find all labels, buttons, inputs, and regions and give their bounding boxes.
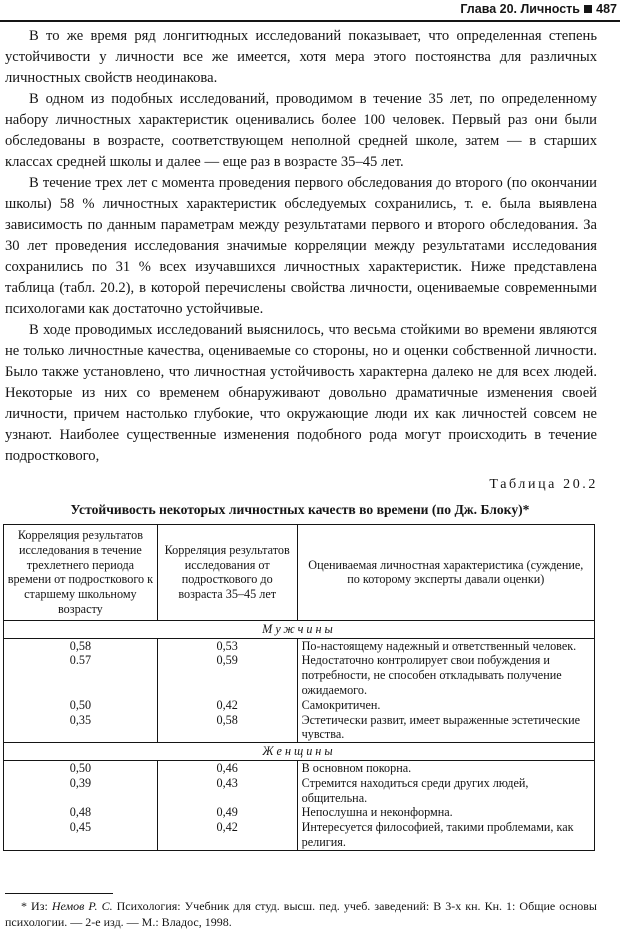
paragraph: В то же время ряд лонгитюдных исследований показывает, что определенная степень устойчивости у личности все же имеется, хотя мера этого постоянства для различных личностных свойств неодинакова. bbox=[5, 28, 597, 86]
trait-description: Непослушна и неконформна. bbox=[297, 805, 594, 820]
footnote-text: Психология: Учебник для студ. высш. пед. учеб. заведений: В 3-х кн. Кн. 1: Общие основы психологии. — 2-е изд. — М.: Владос, 1998. bbox=[5, 899, 597, 929]
table-label: Таблица 20.2 bbox=[489, 477, 598, 492]
table-row bbox=[4, 760, 595, 775]
paragraph: В течение трех лет с момента проведения первого обследования до второго (по окончании школы) 58 % личностных характеристик обследуемых сохранились, т. е. была выявлена зависимость по данным параметрам между результатами первого и второго обследования. За 30 лет проведения исследования значимые корреляции между результатами исследования сохранились по 31 % всех изучавшихся личностных характеристик. Ниже представлена таблица (табл. 20.2), в которой перечислены свойства личности, оцениваемые современными психологами как достаточно устойчивые. bbox=[5, 175, 597, 317]
trait-description: Самокритичен. bbox=[297, 698, 594, 713]
footnote bbox=[5, 898, 597, 930]
footnote-author: Немов Р. С. bbox=[51, 899, 113, 913]
table-row bbox=[4, 820, 595, 850]
trait-description: Эстетически развит, имеет выраженные эстетические чувства. bbox=[297, 713, 594, 743]
footnote-rule bbox=[5, 893, 113, 894]
correlation-adult: 0,53 bbox=[157, 638, 297, 653]
correlation-adult: 0,42 bbox=[157, 698, 297, 713]
paragraph: В одном из подобных исследований, проводимом в течение 35 лет, по определенному набору личностных характеристик оценивались более 100 человек. Первый раз они были обследованы в возрасте, соответствующем неполной средней школе, затем — в старших классах средней школы и далее — еще раз в возрасте 35–45 лет. bbox=[5, 91, 597, 170]
table-title: Устойчивость некоторых личностных качеств во времени (по Дж. Блоку)* bbox=[70, 502, 530, 517]
body-text bbox=[5, 26, 597, 467]
correlation-adult: 0,49 bbox=[157, 805, 297, 820]
table-row bbox=[4, 805, 595, 820]
correlation-3yr: 0,50 bbox=[4, 698, 158, 713]
column-header: Оцениваемая личностная характеристика (суждение, по которому эксперты давали оценки) bbox=[297, 525, 594, 621]
correlation-adult: 0,42 bbox=[157, 820, 297, 850]
table-row bbox=[4, 638, 595, 653]
trait-description: В основном покорна. bbox=[297, 760, 594, 775]
table-row bbox=[4, 698, 595, 713]
stability-table bbox=[3, 524, 595, 851]
table-row bbox=[4, 653, 595, 697]
correlation-adult: 0,58 bbox=[157, 713, 297, 743]
table-row bbox=[4, 713, 595, 743]
correlation-3yr: 0.57 bbox=[4, 653, 158, 697]
running-header bbox=[0, 0, 620, 22]
chapter-title: Глава 20. Личность bbox=[460, 2, 580, 16]
correlation-3yr: 0,39 bbox=[4, 776, 158, 806]
group-label: Мужчины bbox=[4, 620, 595, 638]
correlation-3yr: 0,48 bbox=[4, 805, 158, 820]
trait-description: Стремится находиться среди других людей, общительна. bbox=[297, 776, 594, 806]
group-label: Женщины bbox=[4, 743, 595, 761]
group-row-men bbox=[4, 620, 595, 638]
page-number: 487 bbox=[596, 2, 617, 16]
column-header: Корреляция результатов исследования от подросткового до возраста 35–45 лет bbox=[157, 525, 297, 621]
correlation-adult: 0,59 bbox=[157, 653, 297, 697]
table-row bbox=[4, 776, 595, 806]
correlation-3yr: 0,50 bbox=[4, 760, 158, 775]
square-bullet-icon bbox=[584, 5, 592, 13]
correlation-3yr: 0,58 bbox=[4, 638, 158, 653]
footnote-mark: * Из: bbox=[21, 899, 48, 913]
trait-description: По-настоящему надежный и ответственный человек. bbox=[297, 638, 594, 653]
group-row-women bbox=[4, 743, 595, 761]
correlation-adult: 0,43 bbox=[157, 776, 297, 806]
correlation-3yr: 0,45 bbox=[4, 820, 158, 850]
column-header: Корреляция результатов исследования в течение трехлетнего периода времени от подросткового к старшему школьному возрасту bbox=[4, 525, 158, 621]
trait-description: Недостаточно контролирует свои побуждения и потребности, не способен откладывать получение ожидаемого. bbox=[297, 653, 594, 697]
header-rule bbox=[0, 20, 620, 22]
correlation-3yr: 0,35 bbox=[4, 713, 158, 743]
paragraph: В ходе проводимых исследований выяснилось, что весьма стойкими во времени являются не только личностные качества, оцениваемые со стороны, но и оценки собственной личности. Было также установлено, что личностная устойчивость характерна далеко не для всех людей. Некоторые из них со временем обнаруживают довольно драматичные изменения своей личности, причем настолько глубокие, что окружающие люди их как личностей совсем не узнают. Наиболее существенные изменения подобного рода могут происходить в течение подросткового, bbox=[5, 322, 597, 464]
table-header-row bbox=[4, 525, 595, 621]
correlation-adult: 0,46 bbox=[157, 760, 297, 775]
trait-description: Интересуется философией, такими проблемами, как религия. bbox=[297, 820, 594, 850]
